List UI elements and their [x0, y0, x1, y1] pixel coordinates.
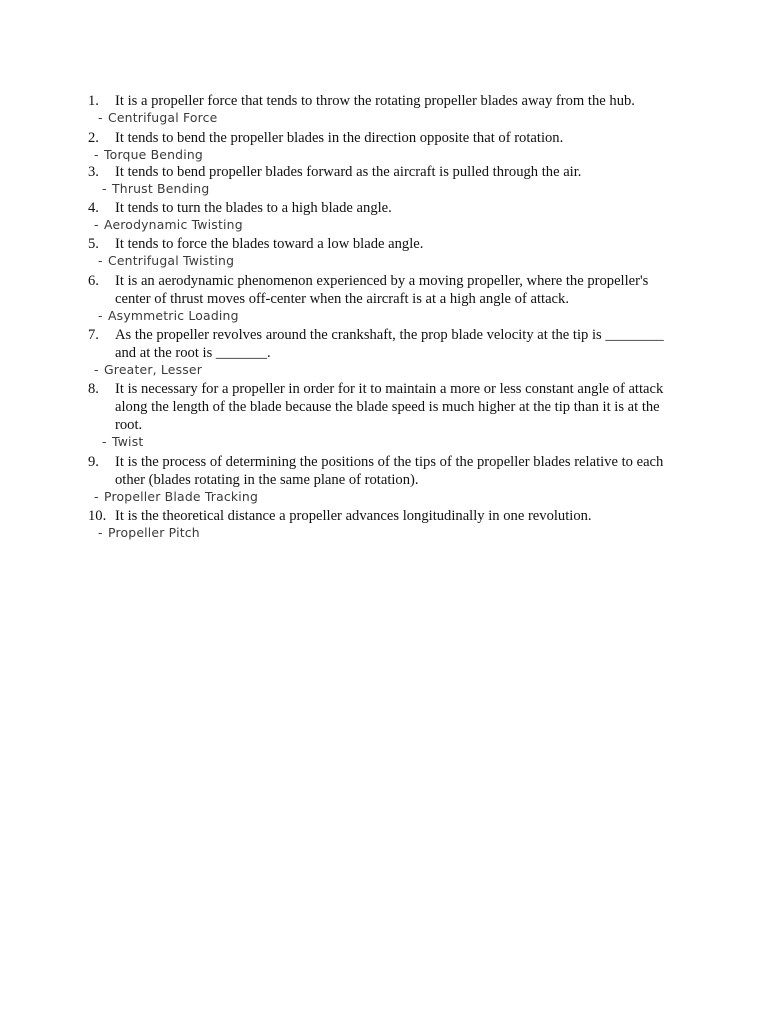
- question-item-5: [88, 235, 678, 269]
- question-item-8: [88, 380, 678, 450]
- question-text: [88, 129, 678, 147]
- answer-dash: -: [98, 308, 103, 323]
- question-text: [88, 380, 678, 434]
- handwritten-answer: [88, 362, 678, 378]
- question-text: [88, 235, 678, 253]
- question-text: [88, 199, 678, 217]
- question-number: 5.: [88, 236, 99, 252]
- answer-text: Propeller Pitch: [108, 525, 200, 540]
- question-body: It tends to bend the propeller blades in the direction opposite that of rotation.: [115, 130, 564, 146]
- handwritten-answer: [88, 525, 678, 541]
- handwritten-answer: [88, 253, 678, 269]
- question-body: It is the process of determining the positions of the tips of the propeller blades relative to each other (blades rotating in the same plane of rotation).: [115, 454, 664, 488]
- answer-text: Twist: [112, 434, 144, 449]
- handwritten-answer: [88, 147, 678, 163]
- answer-text: Propeller Blade Tracking: [104, 489, 259, 504]
- question-text: [88, 507, 678, 525]
- question-number: 9.: [88, 454, 99, 470]
- handwritten-answer: [88, 217, 678, 233]
- answer-dash: -: [98, 110, 103, 125]
- answer-dash: -: [94, 217, 99, 232]
- answer-text: Greater, Lesser: [104, 362, 203, 377]
- answer-text: Centrifugal Force: [108, 110, 218, 125]
- answer-dash: -: [98, 253, 103, 268]
- question-body: It is the theoretical distance a propeller advances longitudinally in one revolution.: [115, 508, 592, 524]
- answer-text: Asymmetric Loading: [108, 308, 239, 323]
- question-number: 6.: [88, 273, 99, 289]
- question-body: It tends to turn the blades to a high blade angle.: [115, 200, 392, 216]
- question-number: 8.: [88, 381, 99, 397]
- question-body: It tends to bend propeller blades forward as the aircraft is pulled through the air.: [115, 164, 582, 180]
- question-text: [88, 326, 678, 362]
- answer-dash: -: [94, 147, 99, 162]
- question-body: It is an aerodynamic phenomenon experienced by a moving propeller, where the propeller's center of thrust moves off-center when the aircraft is at a high angle of attack.: [115, 273, 649, 307]
- question-number: 4.: [88, 200, 99, 216]
- answer-dash: -: [102, 181, 107, 196]
- answer-text: Torque Bending: [104, 147, 204, 162]
- question-number: 7.: [88, 327, 99, 343]
- question-item-1: [88, 92, 678, 126]
- question-text: [88, 92, 678, 110]
- handwritten-answer: [88, 181, 678, 197]
- handwritten-answer: [88, 434, 678, 450]
- answer-text: Thrust Bending: [112, 181, 210, 196]
- question-body: It is a propeller force that tends to throw the rotating propeller blades away from the hub.: [115, 93, 635, 109]
- question-number: 3.: [88, 164, 99, 180]
- question-body: It is necessary for a propeller in order for it to maintain a more or less constant angle of attack along the length of the blade because the blade speed is much higher at the tip than it is at the root.: [115, 381, 664, 433]
- question-number: 1.: [88, 93, 99, 109]
- question-number: 2.: [88, 130, 99, 146]
- question-item-10: [88, 507, 678, 541]
- question-item-7: [88, 326, 678, 378]
- answer-dash: -: [98, 525, 103, 540]
- question-item-4: [88, 199, 678, 233]
- question-text: [88, 272, 678, 308]
- handwritten-answer: [88, 489, 678, 505]
- question-body: As the propeller revolves around the crankshaft, the prop blade velocity at the tip is ________ and at the root is _______.: [115, 327, 664, 361]
- handwritten-answer: [88, 110, 678, 126]
- question-item-2: [88, 129, 678, 163]
- answer-dash: -: [102, 434, 107, 449]
- question-item-9: [88, 453, 678, 505]
- answer-dash: -: [94, 489, 99, 504]
- answer-text: Centrifugal Twisting: [108, 253, 235, 268]
- answer-text: Aerodynamic Twisting: [104, 217, 243, 232]
- question-text: [88, 453, 678, 489]
- question-list: [88, 92, 678, 541]
- question-body: It tends to force the blades toward a low blade angle.: [115, 236, 424, 252]
- answer-dash: -: [94, 362, 99, 377]
- question-text: [88, 163, 678, 181]
- question-number: 10.: [88, 508, 107, 524]
- question-item-3: [88, 163, 678, 197]
- handwritten-answer: [88, 308, 678, 324]
- question-item-6: [88, 272, 678, 324]
